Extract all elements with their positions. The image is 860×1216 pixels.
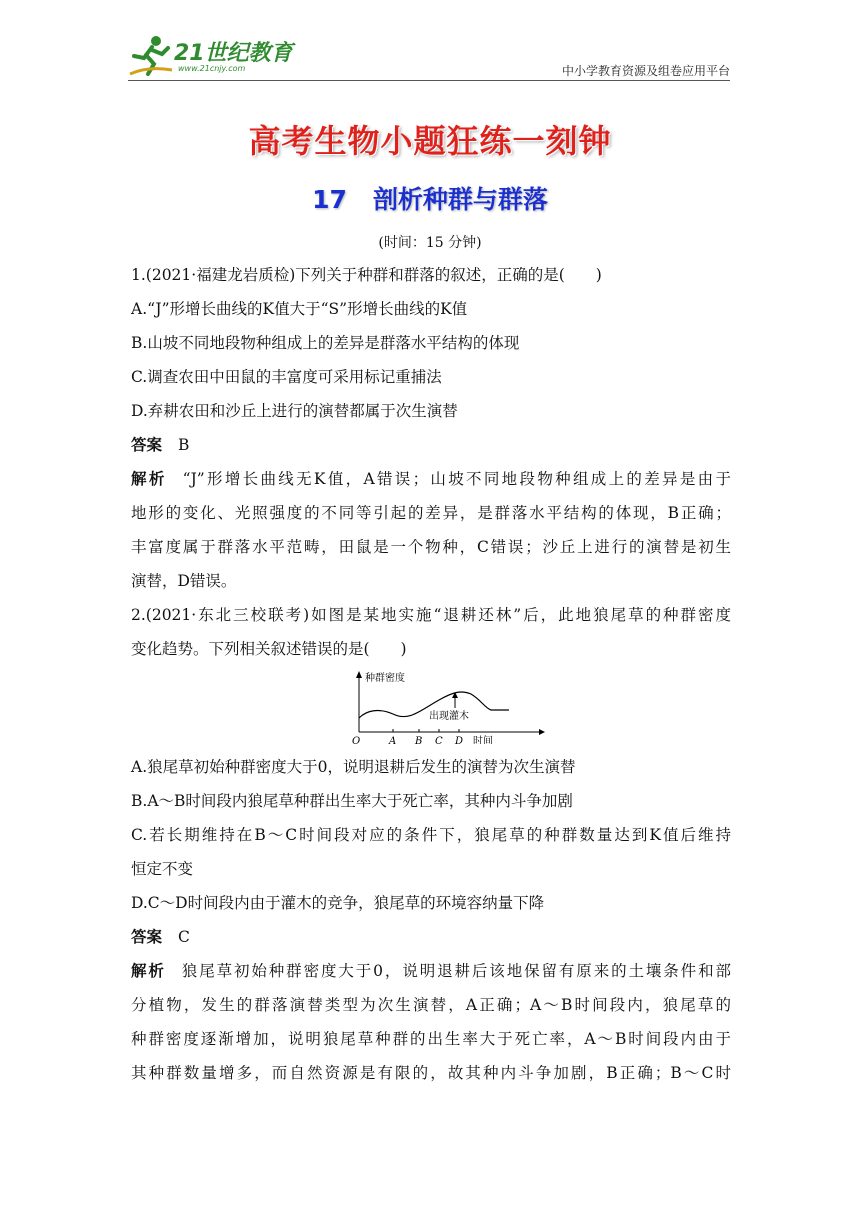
- q2-analysis-line: 其种群数量增多，而自然资源是有限的，故其种内斗争加剧，B正确；B～C时: [131, 1064, 731, 1082]
- time-note: (时间：15 分钟): [378, 235, 482, 251]
- answer-value: B: [178, 436, 190, 454]
- q2-option-c-cont: 恒定不变: [131, 860, 194, 878]
- q2-option-a: A.狼尾草初始种群密度大于0，说明退耕后发生的演替为次生演替: [131, 758, 576, 776]
- q1-option-b: B.山坡不同地段物种组成上的差异是群落水平结构的体现: [131, 334, 520, 352]
- q1-analysis-line: 演替，D错误。: [131, 572, 237, 590]
- q2-stem: 变化趋势。下列相关叙述错误的是( ): [131, 640, 407, 658]
- page-subtitle: [0, 180, 860, 216]
- tick-label: B: [415, 736, 423, 744]
- y-axis-arrow-icon: [356, 671, 362, 678]
- y-axis-label: 种群密度: [365, 673, 405, 684]
- analysis-label: 解析: [131, 470, 167, 488]
- tick-label: D: [455, 736, 464, 744]
- q1-analysis-line: 地形的变化、光照强度的不同等引起的差异，是群落水平结构的体现，B正确；: [131, 504, 731, 522]
- subtitle-text: 剖析种群与群落: [372, 185, 548, 214]
- header-divider: [128, 80, 730, 81]
- tick-label: A: [389, 736, 397, 744]
- answer-value: C: [178, 928, 190, 946]
- runner-logo-icon: [128, 34, 174, 78]
- logo-text: 21世纪教育: [174, 41, 293, 66]
- figure-annotation: 出现灌木: [429, 711, 469, 722]
- origin-label: O: [352, 736, 361, 744]
- tick-label: C: [435, 736, 443, 744]
- subtitle-number: 17: [312, 185, 347, 214]
- q1-stem: 1.(2021·福建龙岩质检)下列关于种群和群落的叙述，正确的是( ): [131, 266, 602, 284]
- q2-answer: [131, 920, 731, 954]
- q1-option-c: C.调查农田中田鼠的丰富度可采用标记重捕法: [131, 368, 442, 386]
- page-title: 高考生物小题狂练一刻钟: [248, 122, 612, 160]
- q2-analysis-line: 种群密度逐渐增加，说明狼尾草种群的出生率大于死亡率，A～B时间段内由于: [131, 1030, 731, 1048]
- q2-stem: 2.(2021·东北三校联考)如图是某地实施“退耕还林”后，此地狼尾草的种群密度: [131, 606, 731, 624]
- page-header: [128, 34, 730, 84]
- q1-option-d: D.弃耕农田和沙丘上进行的演替都属于次生演替: [131, 402, 458, 420]
- density-curve-chart: [349, 670, 549, 744]
- x-axis-label: 时间: [473, 736, 493, 744]
- q2-option-b: B.A～B时间段内狼尾草种群出生率大于死亡率，其种内斗争加剧: [131, 792, 573, 810]
- population-density-figure: [131, 670, 731, 744]
- answer-label: 答案: [131, 928, 163, 946]
- analysis-label: 解析: [131, 962, 166, 980]
- answer-label: 答案: [131, 436, 163, 454]
- q2-option-d: D.C～D时间段内由于灌木的竞争，狼尾草的环境容纳量下降: [131, 894, 545, 912]
- q2-analysis-line: 分植物，发生的群落演替类型为次生演替，A正确；A～B时间段内，狼尾草的: [131, 996, 731, 1014]
- q2-option-c: C.若长期维持在B～C时间段对应的条件下，狼尾草的种群数量达到K值后维持: [131, 826, 731, 844]
- q1-option-a: A.“J”形增长曲线的K值大于“S”形增长曲线的K值: [131, 300, 468, 318]
- logo-url: www.21cnjy.com: [178, 64, 246, 73]
- q2-analysis-line: 解析 狼尾草初始种群密度大于0，说明退耕后该地保留有原来的土壤条件和部: [131, 962, 731, 980]
- platform-name: 中小学教育资源及组卷应用平台: [561, 64, 730, 78]
- logo: [128, 34, 298, 80]
- question-content: [131, 258, 731, 1090]
- q1-analysis-line: 解析 “J”形增长曲线无K值，A错误；山坡不同地段物种组成上的差异是由于: [131, 470, 731, 488]
- q1-analysis-line: 丰富度属于群落水平范畴，田鼠是一个物种，C错误；沙丘上进行的演替是初生: [131, 538, 731, 556]
- q1-answer: [131, 428, 731, 462]
- x-axis-arrow-icon: [539, 729, 545, 735]
